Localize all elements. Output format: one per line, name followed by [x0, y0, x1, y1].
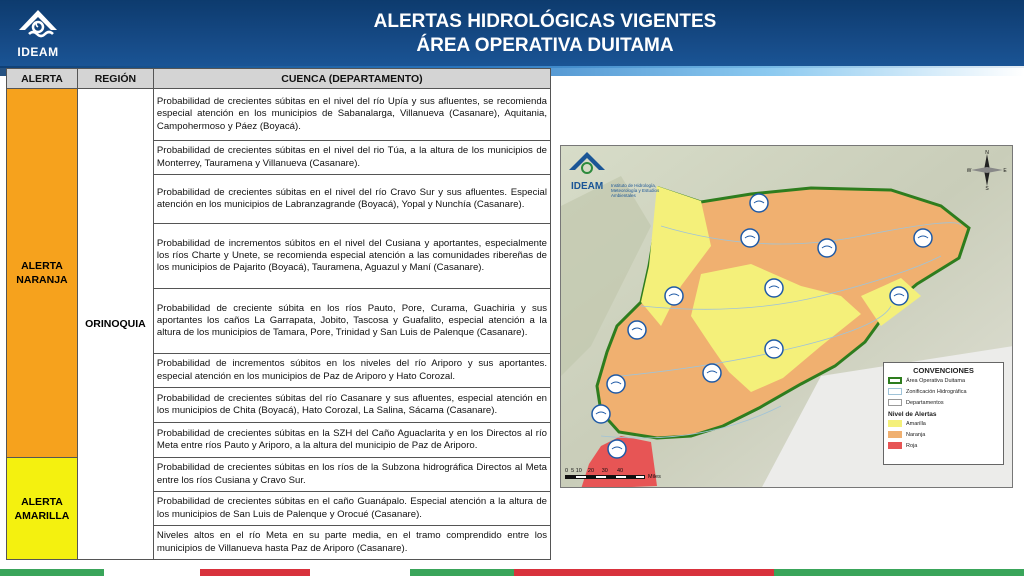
legend-item [884, 429, 1003, 440]
legend-swatch [888, 442, 902, 449]
map-logo-subtitle: Instituto de Hidrología, Meteorología y Estudios Ambientales [611, 183, 660, 198]
table-cell: Niveles altos en el río Meta en su parte media, en el tramo comprendido entre los municipios de Villanueva hasta Paz de Ariporo (Casanare). [153, 526, 550, 560]
compass-w: W [967, 168, 972, 174]
table-row [7, 89, 551, 141]
scale-unit: Miles [648, 474, 661, 480]
alert-marker [608, 440, 626, 458]
legend-item [884, 397, 1003, 408]
page-title [300, 10, 790, 58]
legend-label: Roja [906, 442, 918, 449]
table-cell: Probabilidad de crecientes súbitas en los ríos de la Subzona hidrográfica Directos al Meta entre los ríos Cusiana y Cravo Sur. [153, 458, 550, 492]
legend-item [884, 375, 1003, 386]
map-scale [565, 468, 661, 480]
table-cell: Probabilidad de creciente súbita en los ríos Pauto, Pore, Curama, Guachiria y sus aportantes los caños La Garrapata, Jobito, Tascosa y Guafalito, especial atención a la altura de los municipios de Tamara, Pore, Trinidad y San Luis de Palenque (Casanare). [153, 289, 550, 354]
legend-label: Naranja [906, 431, 926, 438]
table-cell: Probabilidad de incrementos súbitos en los niveles del río Ariporo y sus aportantes. especial atención en los municipios de Paz de Ariporo y Hato Corozal. [153, 354, 550, 388]
alert-marker [750, 194, 768, 212]
legend-label: Área Operativa Duitama [906, 377, 965, 384]
legend-swatch [888, 399, 902, 406]
compass-n: N [985, 150, 989, 156]
alert-marker [703, 364, 721, 382]
legend-item [884, 386, 1003, 397]
table-cell: Probabilidad de crecientes súbitas en el nivel del rio Túa, a la altura de los municipios de Monterrey, Tauramena y Villanueva (Casanare). [153, 141, 550, 175]
legend-title: CONVENCIONES [913, 366, 974, 375]
legend-swatch [888, 388, 902, 395]
compass-s: S [985, 186, 989, 190]
header-cuenca: CUENCA (DEPARTAMENTO) [153, 69, 550, 89]
alert-yellow-cell [7, 458, 78, 560]
legend-label: Departamentos [906, 399, 944, 406]
table-cell: Probabilidad de incrementos súbitos en el nivel del Cusiana y aportantes, especialmente los ríos Charte y Unete, se recomienda especial atención a las comunidades ribereñas de los municipios de Pajarito (Boyacá), Tauramena, Aguazul y Maní (Casanare). [153, 224, 550, 289]
legend-item [884, 440, 1003, 451]
table-cell: Probabilidad de crecientes súbitas en el caño Guanápalo. Especial atención a la altura de los municipios de San Luis de Palenque y Orocué (Casanare). [153, 492, 550, 526]
scale-bar [565, 475, 645, 479]
ideam-logo-icon [17, 8, 59, 44]
legend-item [884, 418, 1003, 429]
legend-swatch [888, 420, 902, 427]
alert-marker [607, 375, 625, 393]
alert-orange-cell [7, 89, 78, 458]
legend-label: Zonificación Hidrográfica [906, 388, 967, 395]
header-alerta: ALERTA [7, 69, 78, 89]
header-region: REGIÓN [77, 69, 153, 89]
legend-levels-title: Nivel de Alertas [888, 411, 937, 418]
scale-numbers: 0 5 10 20 30 40 [565, 468, 624, 474]
table-header-row [7, 69, 551, 89]
alert-yellow-label: ALERTA AMARILLA [14, 495, 70, 522]
compass-e: E [1003, 168, 1007, 174]
bottom-stripe [0, 569, 1024, 576]
alert-orange-label: ALERTA NARANJA [16, 260, 68, 286]
compass-icon [967, 150, 1007, 190]
map-ideam-logo [567, 150, 665, 198]
alert-marker [592, 405, 610, 423]
table-cell: Probabilidad de crecientes súbitas en la SZH del Caño Aguaclarita y en los Directos al río Meta entre ríos Pauto y Ariporo, a la altura del municipio de Paz de Ariporo. [153, 423, 550, 458]
alert-marker [741, 229, 759, 247]
legend-swatch [888, 431, 902, 438]
alert-marker [818, 239, 836, 257]
alerts-table [6, 68, 551, 560]
alert-marker [628, 321, 646, 339]
alert-marker [665, 287, 683, 305]
alert-marker [890, 287, 908, 305]
alert-marker [914, 229, 932, 247]
alerts-map [560, 145, 1013, 488]
title-line-2: ÁREA OPERATIVA DUITAMA [416, 35, 674, 56]
table-cell: Probabilidad de crecientes súbitas en el nivel del río Cravo Sur y sus afluentes. Especial atención en los municipios de Labranzagrande (Boyacá), Yopal y Nunchía (Casanare). [153, 175, 550, 224]
title-line-1: ALERTAS HIDROLÓGICAS VIGENTES [373, 11, 717, 32]
map-logo-word: IDEAM [571, 181, 604, 192]
ideam-logo [12, 8, 64, 64]
logo-text: IDEAM [17, 45, 59, 59]
map-legend [883, 362, 1004, 465]
map-logo-icon [567, 150, 607, 180]
legend-label: Amarilla [906, 420, 926, 427]
alert-marker [765, 340, 783, 358]
alert-marker [765, 279, 783, 297]
table-cell: Probabilidad de crecientes súbitas del río Casanare y sus afluentes, especial atención en los municipios de Chita (Boyacá), Hato Corozal, La Salina, Sácama (Casanare). [153, 388, 550, 423]
region-cell: ORINOQUIA [77, 89, 153, 560]
legend-swatch [888, 377, 902, 384]
table-cell: Probabilidad de crecientes súbitas en el nivel del río Upía y sus afluentes, se recomienda especial atención en los municipios de Sabanalarga, Villanueva (Casanare), Aquitania, Campohermoso y Páez (Boyacá). [153, 89, 550, 141]
